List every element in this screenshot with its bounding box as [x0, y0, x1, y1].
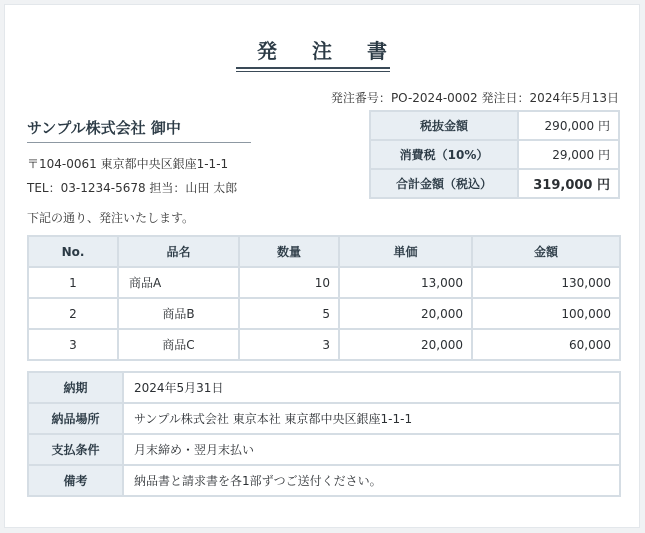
summary-label: 税抜金額 — [370, 111, 518, 140]
cell-qty: 10 — [239, 267, 339, 298]
detail-value: サンプル株式会社 東京本社 東京都中央区銀座1-1-1 — [123, 403, 620, 434]
summary-value: 29,000 円 — [518, 140, 619, 169]
cell-name: 商品C — [118, 329, 239, 360]
detail-label: 納期 — [28, 372, 123, 403]
detail-row-payment-terms — [28, 434, 620, 465]
cell-no: 2 — [28, 298, 118, 329]
detail-value: 月末締め・翌月末払い — [123, 434, 620, 465]
cell-amount: 100,000 — [472, 298, 620, 329]
cell-amount: 130,000 — [472, 267, 620, 298]
cell-amount: 60,000 — [472, 329, 620, 360]
cell-unit-price: 20,000 — [339, 298, 472, 329]
order-date-label: 発注日： — [481, 91, 530, 105]
table-row — [28, 329, 620, 360]
detail-value: 2024年5月31日 — [123, 372, 620, 403]
header-qty: 数量 — [239, 236, 339, 267]
detail-row-remarks — [28, 465, 620, 496]
summary-label: 合計金額（税込） — [370, 169, 518, 198]
order-number-label: 発注番号： — [330, 91, 391, 105]
cell-no: 3 — [28, 329, 118, 360]
cell-name: 商品B — [118, 298, 239, 329]
cell-no: 1 — [28, 267, 118, 298]
recipient-underline — [27, 142, 251, 143]
detail-label: 納品場所 — [28, 403, 123, 434]
header-unit-price: 単価 — [339, 236, 472, 267]
intro-text: 下記の通り、発注いたします。 — [27, 211, 195, 225]
detail-row-delivery-date — [28, 372, 620, 403]
summary-label: 消費税（10%） — [370, 140, 518, 169]
detail-value: 納品書と請求書を各1部ずつご送付ください。 — [123, 465, 620, 496]
order-details-table — [27, 371, 621, 497]
summary-value: 319,000 円 — [518, 169, 619, 198]
cell-qty: 5 — [239, 298, 339, 329]
title-underline-thin — [236, 71, 390, 72]
items-table — [27, 235, 621, 361]
table-row — [28, 298, 620, 329]
amount-summary-table — [369, 110, 620, 199]
title-underline — [236, 67, 390, 69]
order-number: PO-2024-0002 — [390, 91, 478, 105]
document-title: 発 注 書 — [257, 39, 401, 63]
detail-label: 支払条件 — [28, 434, 123, 465]
header-amount: 金額 — [472, 236, 620, 267]
purchase-order-page — [4, 4, 640, 528]
cell-qty: 3 — [239, 329, 339, 360]
cell-unit-price: 13,000 — [339, 267, 472, 298]
detail-label: 備考 — [28, 465, 123, 496]
recipient-address: 〒104-0061 東京都中央区銀座1-1-1 — [27, 157, 229, 171]
summary-row-total — [370, 169, 619, 198]
cell-name: 商品A — [118, 267, 239, 298]
header-no: No. — [28, 236, 118, 267]
table-row — [28, 267, 620, 298]
items-header-row — [28, 236, 620, 267]
order-date: 2024年5月13日 — [529, 91, 619, 105]
summary-row — [370, 140, 619, 169]
order-meta — [331, 89, 619, 106]
detail-row-delivery-place — [28, 403, 620, 434]
recipient-name: サンプル株式会社 御中 — [27, 119, 181, 137]
summary-row — [370, 111, 619, 140]
header-name: 品名 — [118, 236, 239, 267]
recipient-tel-contact: TEL：03-1234-5678 担当：山田 太郎 — [27, 181, 238, 195]
cell-unit-price: 20,000 — [339, 329, 472, 360]
summary-value: 290,000 円 — [518, 111, 619, 140]
